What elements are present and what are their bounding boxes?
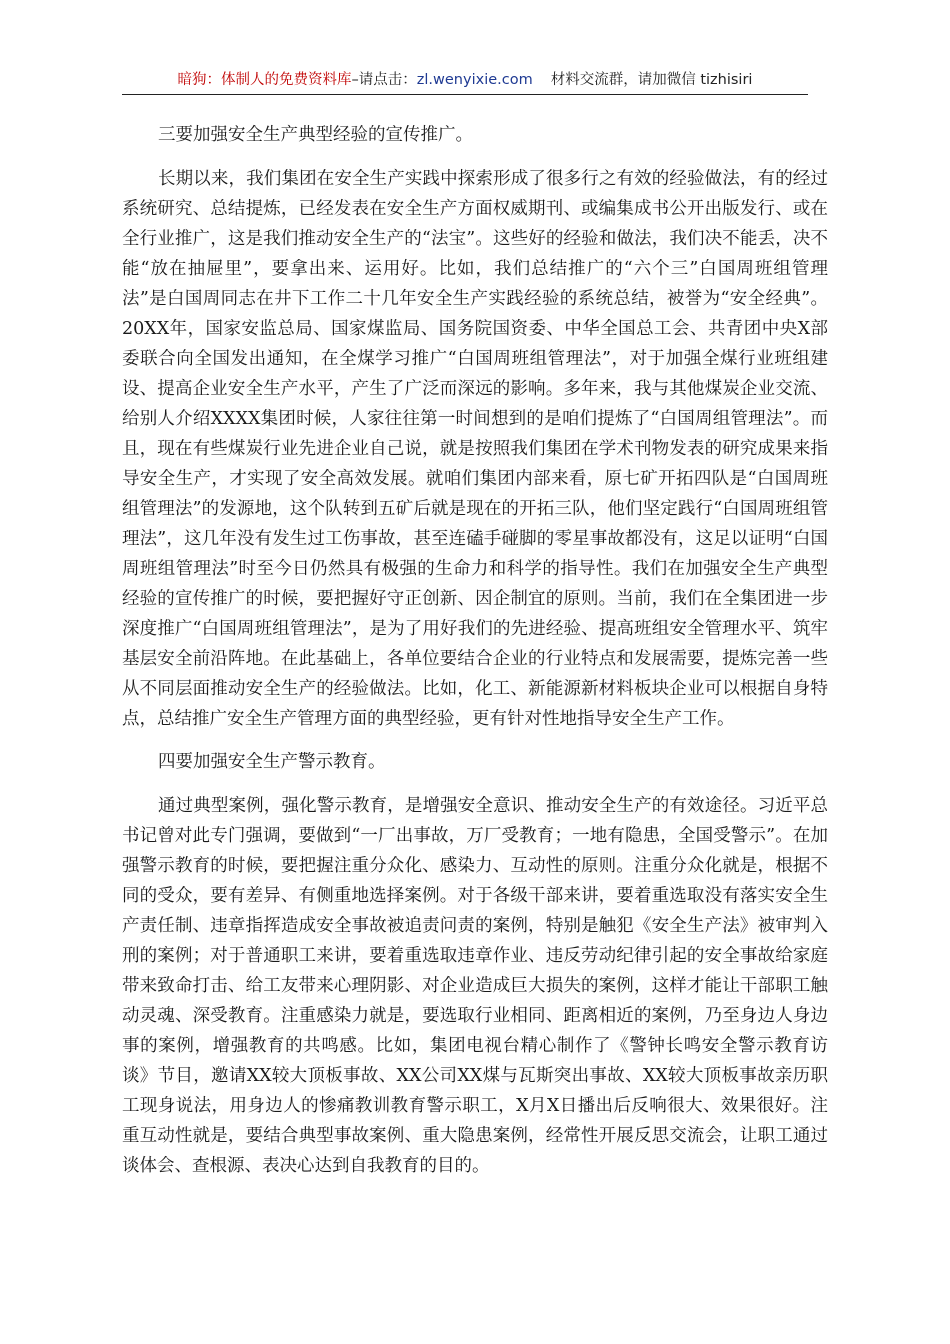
document-body	[122, 120, 828, 1194]
header-brand: 暗狗：体制人的免费资料库	[177, 72, 352, 88]
section-heading-three: 三要加强安全生产典型经验的宣传推广。	[158, 125, 473, 145]
paragraph-four-body: 通过典型案例，强化警示教育，是增强安全意识、推动安全生产的有效途径。习近平总书记曾对此专门强调，要做到“一厂出事故，万厂受教育；一地有隐患，全国受警示”。在加强警示教育的时候，要把握注重分众化、感染力、互动性的原则。注重分众化就是，根据不同的受众，要有差异、有侧重地选择案例。对于各级干部来讲，要着重选取没有落实安全生产责任制、违章指挥造成安全事故被追责问责的案例，特别是触犯《安全生产法》被审判入刑的案例；对于普通职工来讲，要着重选取违章作业、违反劳动纪律引起的安全事故给家庭带来致命打击、给工友带来心理阴影、对企业造成巨大损失的案例，这样才能让干部职工触动灵魂、深受教育。注重感染力就是，要选取行业相同、距离相近的案例，乃至身边人身边事的案例，增强教育的共鸣感。比如，集团电视台精心制作了《警钟长鸣安全警示教育访谈》节目，邀请XX较大顶板事故、XX公司XX煤与瓦斯突出事故、XX较大顶板事故亲历职工现身说法，用身边人的惨痛教训教育警示职工，X月X日播出后反响很大、效果很好。注重互动性就是，要结合典型事故案例、重大隐患案例，经常性开展反思交流会，让职工通过谈体会、查根源、表决心达到自我教育的目的。	[122, 796, 828, 1176]
section-heading-four: 四要加强安全生产警示教育。	[158, 752, 386, 772]
paragraph-three-body: 长期以来，我们集团在安全生产实践中探索形成了很多行之有效的经验做法，有的经过系统研究、总结提炼，已经发表在安全生产方面权威期刊、或编集成书公开出版发行、或在全行业推广，这是我们推动安全生产的“法宝”。这些好的经验和做法，我们决不能丢，决不能“放在抽屉里”，要拿出来、运用好。比如，我们总结推广的“六个三”白国周班组管理法”是白国周同志在井下工作二十几年安全生产实践经验的系统总结，被誉为“安全经典”。20XX年，国家安监总局、国家煤监局、国务院国资委、中华全国总工会、共青团中央X部委联合向全国发出通知，在全煤学习推广“白国周班组管理法”，对于加强全煤行业班组建设、提高企业安全生产水平，产生了广泛而深远的影响。多年来，我与其他煤炭企业交流、给别人介绍XXXX集团时候，人家往往第一时间想到的是咱们提炼了“白国周组管理法”。而且，现在有些煤炭行业先进企业自己说，就是按照我们集团在学术刊物发表的研究成果来指导安全生产，才实现了安全高效发展。就咱们集团内部来看，原七矿开拓四队是“白国周班组管理法”的发源地，这个队转到五矿后就是现在的开拓三队，他们坚定践行“白国周班组管理法”，这几年没有发生过工伤事故，甚至连磕手碰脚的零星事故都没有，这足以证明“白国周班组管理法”时至今日仍然具有极强的生命力和科学的指导性。我们在加强安全生产典型经验的宣传推广的时候，要把握好守正创新、因企制宜的原则。当前，我们在全集团进一步深度推广“白国周班组管理法”，是为了用好我们的先进经验、提高班组安全管理水平、筑牢基层安全前沿阵地。在此基础上，各单位要结合企业的行业特点和发展需要，提炼完善一些从不同层面推动安全生产的经验做法。比如，化工、新能源新材料板块企业可以根据自身特点，总结推广安全生产管理方面的典型经验，更有针对性地指导安全生产工作。	[122, 169, 828, 729]
header-separator: –请点击：	[351, 72, 417, 88]
header-url-link[interactable]: zl.wenyixie.com	[416, 72, 533, 88]
page-header	[122, 70, 808, 95]
header-contact: 材料交流群，请加微信 tizhisiri	[550, 72, 753, 88]
